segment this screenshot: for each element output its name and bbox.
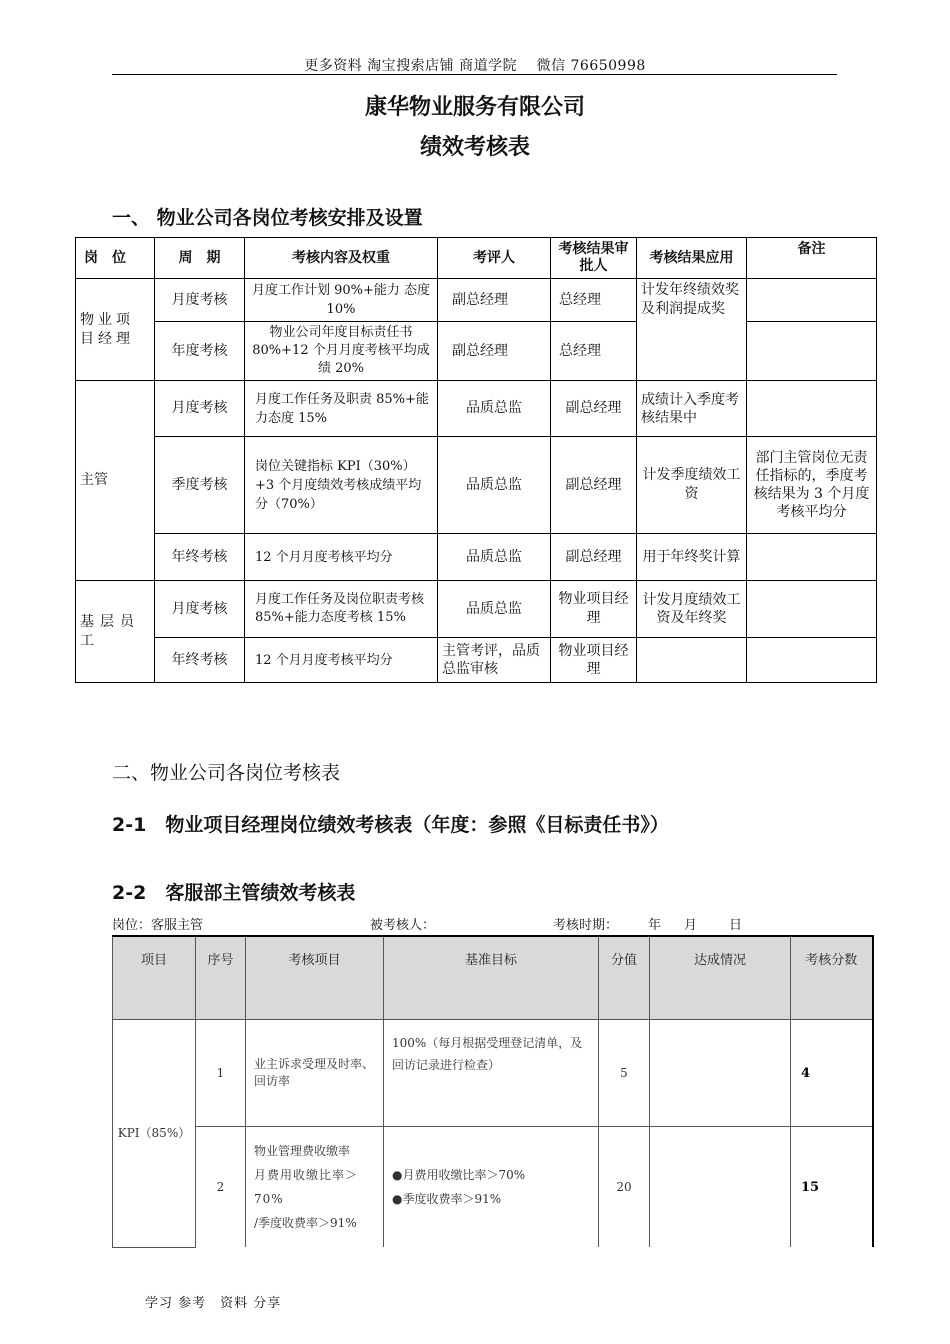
application-cell: 计发年终绩效奖及利润提成奖 — [637, 279, 747, 381]
application-cell: 计发季度绩效工资 — [637, 437, 747, 534]
header-cell: 考核结果审批人 — [551, 238, 637, 279]
position-label: 岗位：客服主管 — [112, 918, 204, 933]
header-cell: 达成情况 — [650, 936, 791, 1020]
period-cell: 月度考核 — [155, 581, 245, 638]
content-cell: 12 个月月度考核平均分 — [245, 638, 438, 683]
day-label: 日 — [729, 918, 743, 933]
role-cell: 主管 — [76, 381, 155, 581]
header-cell: 项目 — [113, 936, 196, 1020]
content-cell: 12 个月月度考核平均分 — [245, 534, 438, 581]
subsection-2-1-heading: 2-1 物业项目经理岗位绩效考核表（年度：参照《目标责任书》） — [112, 814, 669, 836]
document-title: 绩效考核表 — [419, 135, 530, 160]
period-cell: 年终考核 — [155, 534, 245, 581]
remark-cell — [747, 534, 877, 581]
header-cell: 备注 — [747, 238, 877, 279]
evaluator-cell: 品质总监 — [438, 437, 551, 534]
header-cell: 基准目标 — [384, 936, 599, 1020]
points-cell: 20 — [599, 1127, 650, 1248]
header-cell: 考核结果应用 — [637, 238, 747, 279]
period-cell: 月度考核 — [155, 381, 245, 437]
score-cell: 15 — [791, 1127, 873, 1248]
category-cell: KPI（85%） — [113, 1020, 196, 1248]
table-row — [113, 1127, 873, 1248]
approver-cell: 副总经理 — [551, 437, 637, 534]
section1-heading: 一、 物业公司各岗位考核安排及设置 — [112, 207, 423, 229]
content-cell: 物业公司年度目标责任书 80%+12 个月月度考核平均成绩 20% — [245, 322, 438, 381]
approver-cell: 物业项目经理 — [551, 638, 637, 683]
item-cell: 业主诉求受理及时率、回访率 — [246, 1020, 384, 1127]
remark-cell — [747, 581, 877, 638]
application-cell: 用于年终奖计算 — [637, 534, 747, 581]
table-row — [76, 638, 877, 683]
row-number: 1 — [196, 1020, 246, 1127]
table-row — [76, 381, 877, 437]
evaluator-cell: 主管考评，品质总监审核 — [438, 638, 551, 683]
table-row — [76, 322, 877, 381]
content-cell: 月度工作计划 90%+能力 态度 10% — [245, 279, 438, 322]
role-cell: 基层员工 — [76, 581, 155, 683]
application-cell: 成绩计入季度考核结果中 — [637, 381, 747, 437]
period-label: 考核时期： — [553, 918, 619, 933]
approver-cell: 总经理 — [551, 322, 637, 381]
table-header-row — [113, 936, 873, 1020]
company-title: 康华物业服务有限公司 — [364, 95, 585, 120]
period-cell: 年终考核 — [155, 638, 245, 683]
kpi-assessment-table — [112, 935, 874, 1248]
table-row — [76, 534, 877, 581]
target-cell: 100%（每月根据受理登记清单，及回访记录进行检查） — [384, 1020, 599, 1127]
period-cell: 季度考核 — [155, 437, 245, 534]
year-label: 年 — [648, 918, 662, 933]
remark-cell — [747, 638, 877, 683]
assessee-label: 被考核人： — [370, 918, 436, 933]
header-cell: 岗 位 — [76, 238, 155, 279]
table-row — [113, 1020, 873, 1127]
item-line: 月费用收缴比率＞70% — [254, 1168, 359, 1206]
evaluator-cell: 副总经理 — [438, 322, 551, 381]
target-cell — [384, 1127, 599, 1248]
achievement-cell — [650, 1127, 791, 1248]
evaluator-cell: 副总经理 — [438, 279, 551, 322]
assessment-arrangement-table — [75, 237, 877, 683]
remark-cell — [747, 322, 877, 381]
header-cell: 序号 — [196, 936, 246, 1020]
header-cell: 考核分数 — [791, 936, 873, 1020]
row-number: 2 — [196, 1127, 246, 1248]
header-divider — [112, 74, 837, 75]
item-cell — [246, 1127, 384, 1248]
content-cell: 月度工作任务及职责 85%+能力态度 15% — [245, 381, 438, 437]
application-cell — [637, 638, 747, 683]
target-line: ●月费用收缴比率＞70% — [392, 1168, 526, 1182]
points-cell: 5 — [599, 1020, 650, 1127]
remark-cell — [747, 279, 877, 322]
footer-text: 学习 参考 资料 分享 — [145, 1296, 282, 1311]
item-line: 物业管理费收缴率 — [254, 1144, 351, 1158]
approver-cell: 副总经理 — [551, 381, 637, 437]
period-cell: 年度考核 — [155, 322, 245, 381]
target-line: ●季度收费率＞91% — [392, 1192, 502, 1206]
application-cell: 计发月度绩效工资及年终奖 — [637, 581, 747, 638]
table-row — [76, 581, 877, 638]
header-cell: 考评人 — [438, 238, 551, 279]
header-cell: 周 期 — [155, 238, 245, 279]
period-cell: 月度考核 — [155, 279, 245, 322]
content-cell: 月度工作任务及岗位职责考核 85%+能力态度考核 15% — [245, 581, 438, 638]
table-row — [76, 279, 877, 322]
content-cell: 岗位关键指标 KPI（30%）+3 个月度绩效考核成绩平均分（70%） — [245, 437, 438, 534]
header-cell: 考核内容及权重 — [245, 238, 438, 279]
header-cell: 考核项目 — [246, 936, 384, 1020]
table-row — [76, 437, 877, 534]
achievement-cell — [650, 1020, 791, 1127]
role-cell: 物业项目经理 — [76, 279, 155, 381]
remark-cell — [747, 381, 877, 437]
table-header-row — [76, 238, 877, 279]
subsection-2-2-heading: 2-2 客服部主管绩效考核表 — [112, 882, 356, 904]
header-text: 更多资料 淘宝搜索店铺 商道学院 微信 76650998 — [304, 58, 646, 74]
approver-cell: 副总经理 — [551, 534, 637, 581]
item-line: /季度收费率＞91% — [254, 1216, 357, 1230]
evaluator-cell: 品质总监 — [438, 534, 551, 581]
header-cell: 分值 — [599, 936, 650, 1020]
approver-cell: 总经理 — [551, 279, 637, 322]
evaluator-cell: 品质总监 — [438, 381, 551, 437]
evaluator-cell: 品质总监 — [438, 581, 551, 638]
approver-cell: 物业项目经理 — [551, 581, 637, 638]
score-cell: 4 — [791, 1020, 873, 1127]
month-label: 月 — [684, 918, 698, 933]
remark-cell: 部门主管岗位无责任指标的，季度考核结果为 3 个月度考核平均分 — [747, 437, 877, 534]
section2-heading: 二、物业公司各岗位考核表 — [112, 762, 341, 784]
